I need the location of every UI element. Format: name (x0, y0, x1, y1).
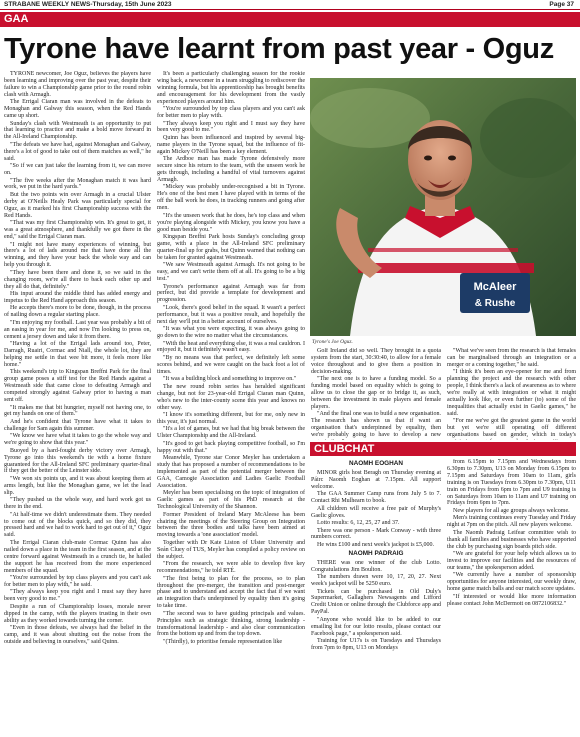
paragraph: Former President of Ireland Mary McAleese has been chairing the meetings of the Steering Group on Integration between the three bodies and talks have been aimed at moving towards a 'one association' model. (157, 511, 305, 539)
paragraph: The new round robin series has heralded significant change, but not for 23-year-old Errigal Ciaran man Quinn, who's new to the inter-county scene this year and knows no other way. (157, 383, 305, 411)
paragraph: "Anyone who would like to be added to our emailing list for our lotto results, please contact our Facebook page," a spokesperson said. (311, 616, 441, 637)
paragraph: "We saw Westmeath against Armagh. It's not going to be easy, and we can't write them off at all. It's going to be a big test." (157, 262, 305, 283)
paragraph: Together with Dr Kate Liston of Ulster University and Seán Cluey of TUS, Meyler has compiled a policy review on the subject. (157, 539, 305, 560)
clubchat-title: CLUBCHAT (314, 443, 375, 455)
paragraph: The numbers drawn were 10, 17, 20, 27. Next week's jackpot will be 5250 euro. (311, 574, 441, 588)
paragraph: "Having a lot of the Errigal lads around too, Peter, Darragh, Ruairi, Cormac and Niall, the whole lot, they are helping me settle in that wee bit more, it feels more like home." (4, 341, 151, 368)
paragraph: "That was my first Championship win. It's great to get, it was a great atmosphere, and thankfully we got there in the end," said the Errigal Ciaran man. (4, 220, 151, 240)
article-column-1 (4, 71, 151, 734)
shirt-sponsor-line2: & Rushe (474, 298, 516, 309)
paragraph: Men's training continues every Tuesday and Friday night at 7pm on the pitch. All new players welcome. (447, 515, 576, 529)
paragraph: "I know it's something different, but for me, only new in this year, it's just normal. (157, 412, 305, 425)
paragraph: "With the heat and everything else, it was a real cauldron. I enjoyed it, but it definitely wasn't easy. (157, 340, 305, 354)
club-heading-naomh-eoghan: NAOMH EOGHAN (349, 460, 403, 467)
paragraph: "It's a lot of games, but we had that big break between the Ulster Championship and the All-Ireland. (157, 426, 305, 440)
paragraph: The Errigal Ciaran man was involved in the defeats to Monaghan and Galway this season, when the Red Hands came up short. (4, 99, 151, 120)
player-photo (310, 78, 576, 336)
paragraph: The Ardboe man has made Tyrone defensively more secure since his return to the team, with the unseen work he gets through, including a handful of vital turnovers against Armagh. (157, 156, 305, 183)
paragraph: THERE was one winner of the club Lotto. Congratulations Jim Boulton. (311, 559, 441, 573)
paragraph: And he's confident that Tyrone have what it takes to challenge for Sam again this summer. (4, 418, 151, 432)
paragraph: Training for U17s is on Tuesdays and Thursdays from 7pm to 8pm, U13 on Mondays (311, 638, 441, 651)
paragraph: "I'm enjoying my football. Last year was probably a bit of an easing in year for me, and now I'm looking to press on, cement a jersey down and take it from there. (4, 319, 151, 340)
club-heading-naomh-padraig: NAOMH PADRAIG (348, 549, 404, 557)
page-number: Page 37 (549, 1, 574, 8)
paragraph: Buoyed by a hard-fought derby victory over Armagh, Tyrone go into this weekend's tie with a home fixture guaranteed for the All-Ireland SFC preliminary quarter-final if they get the better of the Leinster side. (4, 447, 151, 475)
photo-caption: Tyrone's Joe Oguz. (312, 339, 353, 345)
paragraph: "We know we have what it takes to go the whole way and we're going to show that this year." (4, 433, 151, 447)
paragraph: "And the final one was to build a new organisation. The research has shown us that if want an organisation that's underpinned by equality, then we're probably going to have to develop a new (311, 411, 441, 439)
player-photo-illustration (310, 78, 576, 336)
paragraph: Lotto results: 6, 12, 25, 27 and 37. (317, 520, 400, 527)
paragraph: Kingspan Breffni Park hosts Sunday's concluding group game, with a place in the All-Ireland SFC preliminary quarter-final up for grabs, but Quinn warned that nothing can be taken for granted against Westmeath. (157, 234, 305, 261)
masthead-bar (0, 0, 580, 10)
paragraph: "For me we've got the greatest game in the world but yet we're still operating off different organisations based on gender, which in today's (447, 418, 576, 439)
paragraph: There was one person - Mark Conway - with three numbers correct. (311, 527, 441, 541)
article-column-4 (447, 348, 576, 440)
paragraph: "The second was to have guiding principals and values. Principles such as strategic thinking, strong leadership - transformational leadership - and also clear communication from the bottom up and from the top down. (157, 610, 305, 638)
clubchat-banner (310, 442, 576, 456)
paragraph: But the two points win over Armagh in a crucial Ulster derby at O'Neills Healy Park was particularly special for Oguz, as it marked his first Championship success with the Red Hands. (4, 191, 151, 219)
paragraph: "They have been there and done it, so we said in the changing room, we're all there to back each other up and they all do that, definitely." (4, 269, 151, 290)
paragraph: "So if we can just take the learning from it, we can move on. (4, 163, 151, 177)
section-label: GAA (4, 13, 29, 25)
paragraph: Meyler has been specialising on the topic of integration of Gaelic games as part of his PhD research at the Technological University of the Shannon. (157, 490, 305, 511)
paragraph: "You're surrounded by top class players and you can't ask for better men to play with. (157, 106, 305, 120)
clubchat-column-1 (311, 459, 441, 734)
paragraph: "We currently have a number of sponsorship opportunities for anyone interested, our weekly draw, home game match balls and our match score updates. (447, 572, 576, 593)
masthead-left: STRABANE WEEKLY NEWS-Thursday, 15th June 2023 (4, 1, 172, 8)
paragraph: Meanwhile, Tyrone star Conor Meyler has undertaken a study that has proposed a number of recommendations to be implemented as part of the potential merger between the GAA, Camogie Association and Ladies Gaelic Football Association. (157, 455, 305, 489)
paragraph: New players for all age groups always welcome. (453, 507, 570, 514)
paragraph: "We won six points up, and it was about keeping them at arms length, but like the Monaghan game, we let the lead slip. (4, 475, 151, 496)
paragraph: "They always keep you right and I must say they have been very good to me." (4, 589, 151, 603)
paragraph: "We are grateful for your help which allows us to invest to improve our facilities and the resources of our teams," the spokesperson added. (447, 551, 576, 571)
clubchat-column-2 (447, 459, 576, 734)
paragraph: Tickets can be purchased in Old Duly's Supermarket, Gallaghers Newsagents and Lifford Credit Union or online through the Clubforce app and PayPal. (311, 588, 441, 616)
paragraph: from 6.15pm to 7.15pm and Wednesdays from 6.30pm to 7.30pm, U13 on Monday from 6.15pm to 7.15pm and Saturdays from 10am to 11am, girls training is on Tuesdays from 6.30pm to 7.30pm, U11 train on Fridays from 6pm to 7pm and U9 training is on Saturdays from 10am to 11am and U7 training on Fridays from 6pm to 7pm. (447, 459, 576, 507)
shirt-sponsor-line1: McAleer (473, 281, 517, 293)
paragraph: "They always keep you right and I must say they have been very good to me." (157, 120, 305, 134)
paragraph: He accepts there's more to be done, though, in the process of nailing down a regular starting place. (4, 305, 151, 319)
paragraph: Despite a run of Championship losses, morale never dipped in the camp, with the players trusting in their own ability as they worked towards turning the corner. (4, 603, 151, 624)
paragraph: This weekend's trip to Kingspan Breffni Park for the final group game poses a stiff test for the Red Hands against a Westmeath side that came close to defeating Armagh and competed strongly against Galway prior to having a man sent off. (4, 369, 151, 403)
paragraph: The Naomh Padraig Leifear committee wish to thank all families and businesses who have supported the club by purchasing sign boards pitch side. (447, 529, 576, 550)
article-column-3 (311, 348, 441, 440)
paragraph: "At half-time we didn't underestimate them. They needed to come out of the blocks quick, and so they did, they pressed hard and we had to work hard to get out of it," Oguz said. (4, 511, 151, 539)
headline: Tyrone have learnt from past year - Oguz (4, 33, 554, 65)
paragraph: TYRONE newcomer, Joe Oguz, believes the players have been learning and improving over the past year, despite their failure to win a Championship game prior to the round robin clash with Armagh. (4, 71, 151, 98)
paragraph: "They pushed us the whole way, and hard work got us there in the end. (4, 497, 151, 511)
paragraph: "It's the unseen work that he does, he's top class and when you're playing alongside with Mickey, you know you have a good man beside you." (157, 212, 305, 233)
paragraph: "Look, there's good belief in the squad. It wasn't a perfect performance, but it was a positive result, and hopefully the next day we'll put in a better account of ourselves. (157, 304, 305, 325)
paragraph: Tyrone's performance against Armagh was far from perfect, but did provide a template for development and progression. (157, 283, 305, 304)
paragraph: "(Thirdly), to prioritise female representation like (163, 638, 283, 645)
paragraph: "It makes me that bit hungrier, myself not having one, to get my hands on one of them." (4, 404, 151, 418)
paragraph: "It's good to get back playing competitive football, so I'm happy out with that." (157, 440, 305, 454)
paragraph: "What we've seen from the research is that females can be marginalised through an integration or a merger or a coming together," he said. (447, 348, 576, 368)
paragraph: "It was a building block and something to improve on." (163, 376, 297, 383)
paragraph: "You're surrounded by top class players and you can't ask for better men to play with," he said. (4, 575, 151, 588)
paragraph: "The next one is to have a funding model. So a funding model based on equality which is going to allow us to close the gap or to bridge it, as such, between the investment in male players and female players. (311, 376, 441, 410)
paragraph: Golf Ireland did so well. They brought in a quota system from the start, 30:30:40, to allow for a female voice throughout and to give them a position in decision-making. (311, 348, 441, 375)
paragraph: Sunday's clash with Westmeath is an opportunity to put that learning to practice and make a bold move forward in the All-Ireland Championship. (4, 120, 151, 141)
paragraph: The Errigal Ciaran club-mate Cormac Quinn has also nailed down a place in the team in the first season, and at the centre forward against Westmeath in a crunch tie, he hailed the support he has received from the more experienced members of the squad. (4, 539, 151, 574)
paragraph: All children will receive a free pair of Murphy's Gaelic gloves. (311, 505, 441, 519)
paragraph: Quinn has been influenced and inspired by several big-name players in the Tyrone squad, but the influence of fit-again Mickey O'Neill has been a key element. (157, 134, 305, 155)
paragraph: "Mickey was probably under-recognised a bit in Tyrone. He's one of the best men I have played with in terms of the off the ball work he does, in tracking runners and going after men. (157, 184, 305, 212)
paragraph: The GAA Summer Camp runs from July 5 to 7. Contact Rhi Mulhearn to book. (311, 491, 441, 505)
paragraph: His input around the middle third has added energy and impetus to the Red Hand approach this season. (4, 291, 151, 304)
paragraph: "It was what you were expecting, it was always going to go down to the wire no matter what the circumstances. (157, 326, 305, 340)
article-column-2 (157, 71, 305, 734)
paragraph: "If interested or would like more information please contact John McDermott on 0872106832." (447, 593, 576, 607)
paragraph: "The defeats we have had, against Monaghan and Galway, there's a lot of good to take out of them matches as well," he said. (4, 141, 151, 162)
paragraph: "The five weeks after the Monaghan match it was hard work, we put in the hard yards." (4, 177, 151, 191)
paragraph: He wins £100 and next week's jackpot is £5,000. (317, 541, 435, 548)
paragraph: It's been a particularly challenging season for the rookie wing back, a newcomer in a team struggling to rediscover the winning formula, but his apprenticeship has brought benefits and encouragement for his development from the vastly experienced players around him. (157, 71, 305, 105)
paragraph: "From the research, we were able to develop five key recommendations," he told RTÉ. (157, 561, 305, 575)
paragraph: MINOR girls host Beragh on Thursday evening at Páirc Naomh Eoghan at 7.15pm. All support welcome. (311, 469, 441, 490)
paragraph: "I might not have many experiences of winning, but there's a lot of lads around me that have done all the winning, and they have your back the whole way and can help you through it. (4, 241, 151, 269)
paragraph: "The first being to plan for the process, so to plan throughout the pre-merger, the transition and post-merger phase and to understand and accept the fact that if we want an integration that's underpinned by equality then it's going to take time. (157, 575, 305, 610)
paragraph: "By no means was that perfect, we definitely left some scores behind, and we were caught on the back foot a lot of times. (157, 354, 305, 375)
paragraph: "I think it's been an eye-opener for me and from planning the project and the research with other people, I think there's a lack of awareness as to where we're really at with integration or what it might actually look like, or even further (to) some of the inequalities that actually exist in Gaelic games," he said. (447, 369, 576, 417)
section-banner (0, 12, 580, 27)
paragraph: "Even in those defeats, we always had the belief in the camp, and it was about shutting out the noise from the outside and believing in ourselves," said Quinn. (4, 625, 151, 645)
